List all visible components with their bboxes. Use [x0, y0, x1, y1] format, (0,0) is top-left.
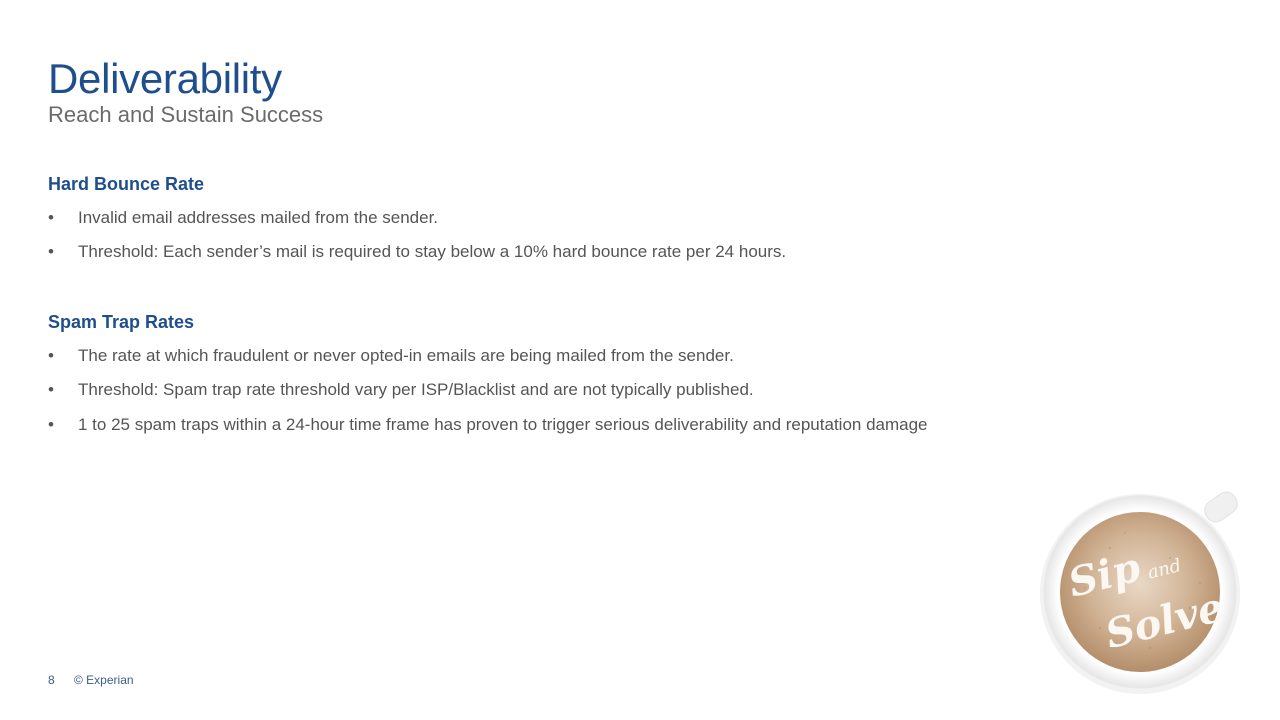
bullet-item	[48, 379, 754, 401]
bullet-item	[48, 207, 438, 229]
slide-subtitle: Reach and Sustain Success	[48, 102, 324, 127]
bullet-glyph: •	[48, 208, 54, 227]
bullet-text: Threshold: Each sender’s mail is required to stay below a 10% hard bounce rate per 24 hours.	[78, 242, 787, 261]
bullet-item	[48, 414, 928, 436]
bullet-text: Invalid email addresses mailed from the sender.	[78, 208, 439, 227]
logo-text-and: and	[1145, 555, 1184, 584]
bullet-text: The rate at which fraudulent or never opted-in emails are being mailed from the sender.	[78, 346, 734, 365]
section-heading-hard-bounce: Hard Bounce Rate	[48, 174, 205, 194]
bullet-item	[48, 241, 786, 263]
bullet-glyph: •	[48, 415, 54, 434]
bullet-text: 1 to 25 spam traps within a 24-hour time frame has proven to trigger serious deliverability and reputation damage	[78, 415, 928, 434]
bullet-glyph: •	[48, 346, 54, 365]
logo-text-sip: Sip	[1063, 543, 1145, 607]
page-number: 8	[48, 673, 55, 687]
bullet-glyph: •	[48, 242, 54, 261]
bullet-text: Threshold: Spam trap rate threshold vary per ISP/Blacklist and are not typically published.	[78, 380, 754, 399]
coffee-cup-icon	[1040, 488, 1250, 698]
bullet-item	[48, 345, 734, 367]
copyright: © Experian	[74, 673, 134, 687]
bullet-glyph: •	[48, 380, 54, 399]
logo-text-solve: Solve	[1100, 583, 1229, 659]
section-heading-spam-trap: Spam Trap Rates	[48, 312, 195, 332]
slide-title: Deliverability	[48, 55, 282, 102]
